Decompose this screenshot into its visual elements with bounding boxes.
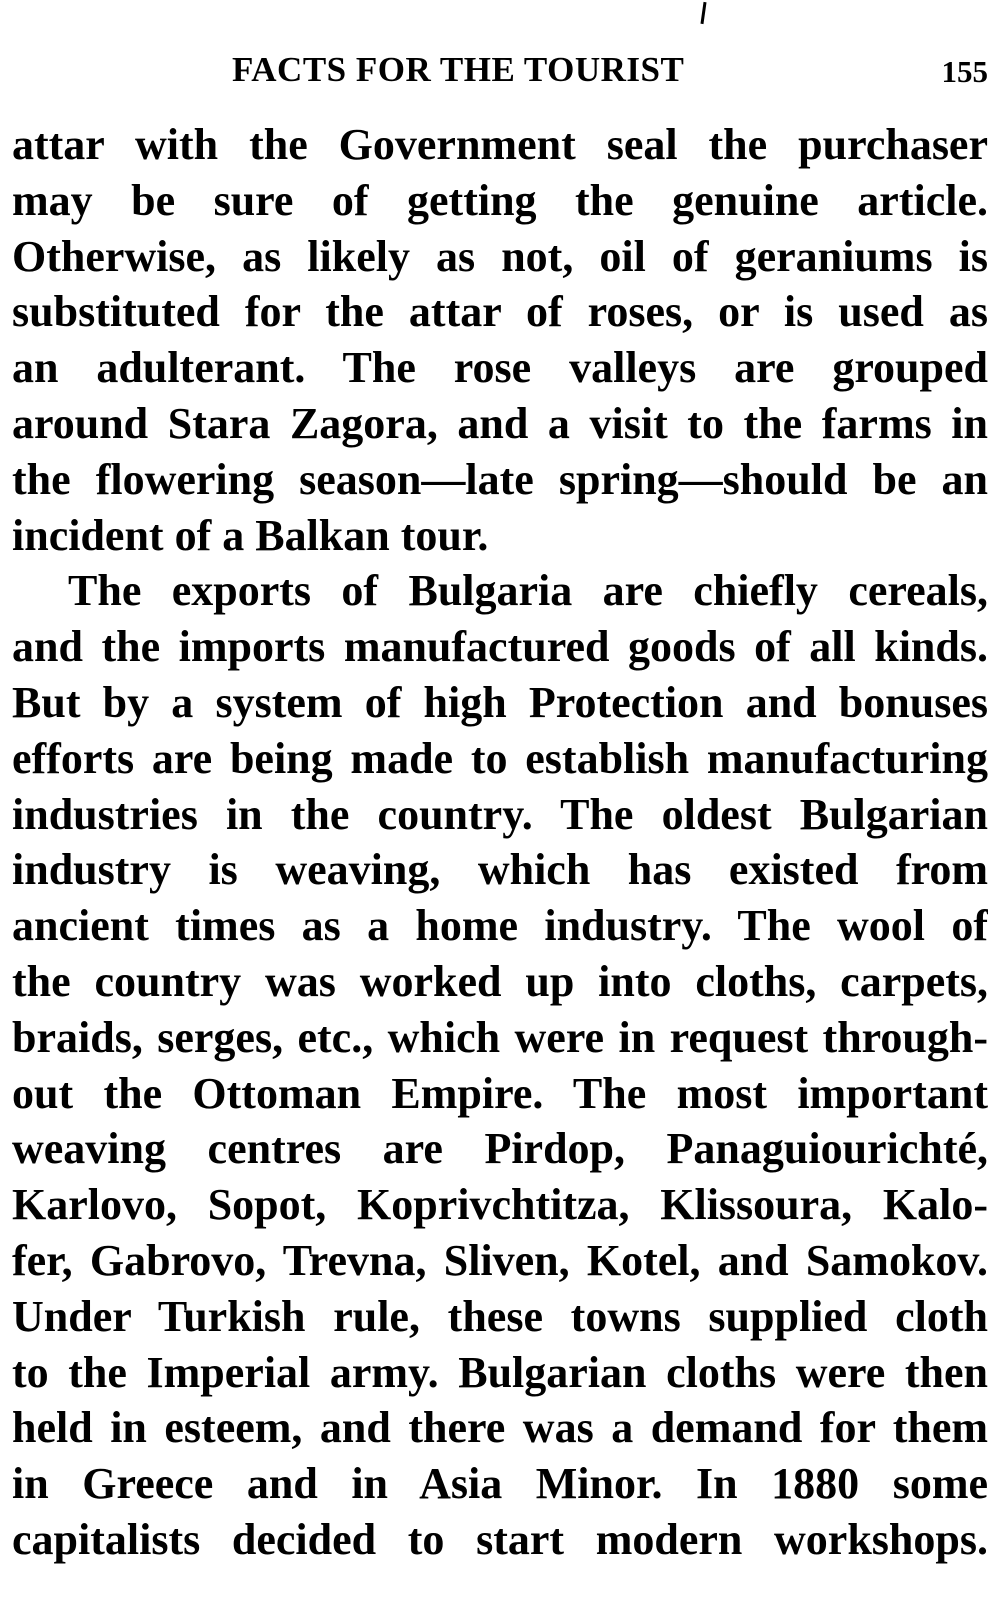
paragraph-end-line: incident of a Balkan tour. (12, 510, 489, 560)
paragraph-start-line: The exports of Bulgaria are chiefly cereals, (68, 566, 988, 616)
text-line: out the Ottoman Empire. The most important (12, 1068, 988, 1118)
text-line: Karlovo, Sopot, Koprivchtitza, Klissoura, Kalo- (12, 1180, 988, 1230)
text-line: industry is weaving, which has existed from (12, 845, 988, 895)
text-line: held in esteem, and there was a demand for them (12, 1403, 988, 1453)
text-line: But by a system of high Protection and bonuses (12, 677, 988, 727)
text-line: braids, serges, etc., which were in request through- (12, 1012, 988, 1062)
running-head (0, 50, 1000, 90)
text-line: fer, Gabrovo, Trevna, Sliven, Kotel, and Samokov. (12, 1235, 988, 1285)
text-line: and the imports manufactured goods of all kinds. (12, 622, 988, 672)
text-line: attar with the Government seal the purchaser (12, 120, 988, 169)
text-line: the country was worked up into cloths, carpets, (12, 956, 988, 1006)
text-line: the flowering season—late spring—should be an (12, 454, 988, 504)
text-line: weaving centres are Pirdop, Panaguiourichté, (12, 1124, 988, 1174)
text-line: capitalists decided to start modern workshops. (12, 1514, 988, 1564)
text-line: may be sure of getting the genuine article. (12, 175, 988, 225)
text-line: industries in the country. The oldest Bulgarian (12, 789, 988, 839)
text-line: efforts are being made to establish manufacturing (12, 733, 988, 783)
text-line: in Greece and in Asia Minor. In 1880 some (12, 1459, 988, 1509)
text-line: around Stara Zagora, and a visit to the farms in (12, 398, 988, 448)
body-text (12, 117, 988, 1568)
text-line: Otherwise, as likely as not, oil of geraniums is (12, 231, 988, 281)
running-title: FACTS FOR THE TOURIST (232, 50, 685, 89)
text-line: to the Imperial army. Bulgarian cloths were then (12, 1347, 988, 1397)
page-number: 155 (941, 54, 988, 89)
text-line: ancient times as a home industry. The wool of (12, 901, 988, 951)
text-line: an adulterant. The rose valleys are grouped (12, 343, 988, 393)
text-line: Under Turkish rule, these towns supplied cloth (12, 1291, 988, 1341)
text-line: substituted for the attar of roses, or is used as (12, 287, 988, 337)
stray-ink-mark (700, 2, 706, 24)
